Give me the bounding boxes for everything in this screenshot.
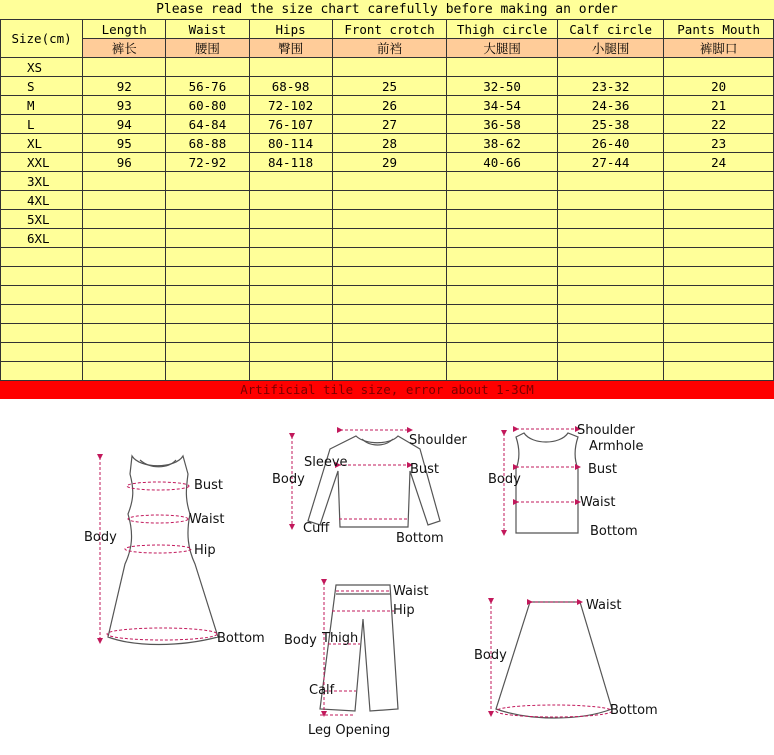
value-cell — [83, 286, 166, 305]
header-row-en — [1, 20, 774, 39]
size-cell — [1, 343, 83, 362]
shirt-body-label: Body — [272, 472, 305, 487]
size-cell: XL — [1, 134, 83, 153]
column-header-length: Length — [83, 20, 166, 39]
value-cell: 20 — [664, 77, 774, 96]
table-row — [1, 96, 774, 115]
value-cell — [447, 58, 558, 77]
note-bar: Artificial tile size, error about 1-3CM — [0, 381, 774, 399]
value-cell — [166, 324, 249, 343]
size-cell: XXL — [1, 153, 83, 172]
column-header-cn-pants-mouth: 裤脚口 — [664, 39, 774, 58]
value-cell: 27-44 — [557, 153, 664, 172]
value-cell: 96 — [83, 153, 166, 172]
value-cell — [166, 286, 249, 305]
value-cell: 25-38 — [557, 115, 664, 134]
value-cell — [664, 305, 774, 324]
value-cell — [557, 172, 664, 191]
value-cell — [249, 58, 332, 77]
value-cell — [447, 267, 558, 286]
size-table — [0, 19, 774, 381]
value-cell — [557, 191, 664, 210]
value-cell — [249, 286, 332, 305]
pants-hip-label: Hip — [393, 603, 415, 618]
value-cell: 34-54 — [447, 96, 558, 115]
value-cell — [249, 210, 332, 229]
column-header-pants-mouth: Pants Mouth — [664, 20, 774, 39]
value-cell — [249, 267, 332, 286]
value-cell — [557, 343, 664, 362]
table-row — [1, 210, 774, 229]
value-cell — [557, 210, 664, 229]
value-cell: 68-88 — [166, 134, 249, 153]
skirt-body-label: Body — [474, 648, 507, 663]
skirt-bottom-label: Bottom — [610, 703, 658, 718]
value-cell — [557, 229, 664, 248]
value-cell: 27 — [332, 115, 447, 134]
value-cell — [83, 343, 166, 362]
value-cell — [664, 191, 774, 210]
pants-leg-opening-label: Leg Opening — [308, 723, 391, 738]
value-cell — [664, 229, 774, 248]
value-cell: 60-80 — [166, 96, 249, 115]
value-cell — [332, 210, 447, 229]
value-cell — [249, 172, 332, 191]
value-cell: 92 — [83, 77, 166, 96]
dress-waist-label: Waist — [189, 512, 225, 527]
value-cell — [249, 362, 332, 381]
value-cell — [557, 305, 664, 324]
value-cell — [447, 248, 558, 267]
shirt-shoulder-label: Shoulder — [409, 433, 467, 448]
column-header-waist: Waist — [166, 20, 249, 39]
vest-diagram — [516, 433, 578, 533]
value-cell — [83, 58, 166, 77]
table-row — [1, 343, 774, 362]
value-cell — [332, 362, 447, 381]
value-cell — [83, 248, 166, 267]
value-cell — [447, 229, 558, 248]
value-cell — [664, 362, 774, 381]
value-cell: 24 — [664, 153, 774, 172]
dress-hip-label: Hip — [194, 543, 216, 558]
table-row — [1, 286, 774, 305]
value-cell: 76-107 — [249, 115, 332, 134]
dress-bust-label: Bust — [194, 478, 224, 493]
size-cell — [1, 305, 83, 324]
shirt-sleeve-label: Sleeve — [304, 455, 348, 470]
value-cell — [557, 267, 664, 286]
size-cell: 4XL — [1, 191, 83, 210]
value-cell — [249, 248, 332, 267]
value-cell: 23 — [664, 134, 774, 153]
value-cell — [83, 324, 166, 343]
table-row — [1, 267, 774, 286]
value-cell — [166, 58, 249, 77]
value-cell — [332, 267, 447, 286]
value-cell — [447, 172, 558, 191]
value-cell: 95 — [83, 134, 166, 153]
table-row — [1, 115, 774, 134]
value-cell — [557, 58, 664, 77]
size-cell — [1, 248, 83, 267]
vest-bust-label: Bust — [588, 462, 618, 477]
value-cell: 25 — [332, 77, 447, 96]
table-row — [1, 58, 774, 77]
column-header-hips: Hips — [249, 20, 332, 39]
value-cell — [664, 248, 774, 267]
column-header-cn-hips: 臀围 — [249, 39, 332, 58]
value-cell: 68-98 — [249, 77, 332, 96]
header-row-cn — [1, 39, 774, 58]
size-cell: 5XL — [1, 210, 83, 229]
pants-calf-label: Calf — [309, 683, 335, 698]
value-cell — [166, 248, 249, 267]
table-row — [1, 153, 774, 172]
vest-waist-label: Waist — [580, 495, 616, 510]
value-cell — [332, 248, 447, 267]
size-column-header: Size(cm) — [1, 20, 83, 58]
value-cell — [166, 305, 249, 324]
size-cell: M — [1, 96, 83, 115]
value-cell — [332, 286, 447, 305]
table-row — [1, 172, 774, 191]
value-cell: 40-66 — [447, 153, 558, 172]
value-cell — [557, 324, 664, 343]
pants-thigh-label: Thigh — [322, 631, 359, 646]
value-cell — [332, 305, 447, 324]
table-row — [1, 324, 774, 343]
value-cell — [166, 210, 249, 229]
value-cell — [166, 172, 249, 191]
value-cell — [83, 172, 166, 191]
value-cell — [664, 267, 774, 286]
value-cell — [166, 229, 249, 248]
dress-bottom-label: Bottom — [217, 631, 265, 646]
value-cell — [664, 343, 774, 362]
table-row — [1, 134, 774, 153]
value-cell — [166, 267, 249, 286]
table-row — [1, 229, 774, 248]
value-cell — [557, 248, 664, 267]
value-cell — [332, 172, 447, 191]
column-header-cn-front-crotch: 前裆 — [332, 39, 447, 58]
value-cell — [332, 58, 447, 77]
size-cell: 6XL — [1, 229, 83, 248]
column-header-front-crotch: Front crotch — [332, 20, 447, 39]
size-cell — [1, 267, 83, 286]
value-cell: 24-36 — [557, 96, 664, 115]
value-cell: 94 — [83, 115, 166, 134]
value-cell — [447, 191, 558, 210]
column-header-cn-length: 裤长 — [83, 39, 166, 58]
vest-body-label: Body — [488, 472, 521, 487]
table-row — [1, 77, 774, 96]
value-cell: 29 — [332, 153, 447, 172]
value-cell — [664, 58, 774, 77]
vest-shoulder-label: Shoulder — [577, 423, 635, 438]
size-cell: XS — [1, 58, 83, 77]
value-cell — [249, 191, 332, 210]
value-cell — [332, 343, 447, 362]
value-cell: 23-32 — [557, 77, 664, 96]
value-cell — [249, 229, 332, 248]
dress-body-label: Body — [84, 530, 117, 545]
value-cell — [332, 191, 447, 210]
size-cell — [1, 362, 83, 381]
value-cell: 80-114 — [249, 134, 332, 153]
value-cell — [166, 191, 249, 210]
value-cell — [557, 362, 664, 381]
value-cell — [83, 210, 166, 229]
value-cell — [664, 172, 774, 191]
value-cell: 22 — [664, 115, 774, 134]
column-header-calf-circle: Calf circle — [557, 20, 664, 39]
value-cell — [664, 210, 774, 229]
value-cell: 28 — [332, 134, 447, 153]
value-cell: 26 — [332, 96, 447, 115]
value-cell: 72-102 — [249, 96, 332, 115]
size-cell: L — [1, 115, 83, 134]
column-header-cn-thigh-circle: 大腿围 — [447, 39, 558, 58]
value-cell — [447, 210, 558, 229]
pants-waist-label: Waist — [393, 584, 429, 599]
value-cell — [447, 343, 558, 362]
table-row — [1, 362, 774, 381]
table-row — [1, 248, 774, 267]
value-cell — [447, 305, 558, 324]
value-cell: 84-118 — [249, 153, 332, 172]
size-cell — [1, 286, 83, 305]
vest-armhole-label: Armhole — [589, 439, 644, 454]
value-cell — [249, 343, 332, 362]
value-cell — [664, 286, 774, 305]
value-cell — [83, 267, 166, 286]
value-cell — [447, 286, 558, 305]
value-cell: 93 — [83, 96, 166, 115]
value-cell — [249, 305, 332, 324]
shirt-bottom-label: Bottom — [396, 531, 444, 546]
value-cell: 64-84 — [166, 115, 249, 134]
table-row — [1, 191, 774, 210]
value-cell — [249, 324, 332, 343]
size-cell: S — [1, 77, 83, 96]
column-header-cn-waist: 腰围 — [166, 39, 249, 58]
value-cell: 21 — [664, 96, 774, 115]
skirt-waist-label: Waist — [586, 598, 622, 613]
table-row — [1, 305, 774, 324]
value-cell — [447, 324, 558, 343]
value-cell: 32-50 — [447, 77, 558, 96]
column-header-thigh-circle: Thigh circle — [447, 20, 558, 39]
value-cell — [83, 229, 166, 248]
shirt-diagram — [308, 436, 440, 527]
value-cell — [332, 324, 447, 343]
size-cell: 3XL — [1, 172, 83, 191]
value-cell — [83, 191, 166, 210]
value-cell — [83, 305, 166, 324]
value-cell — [447, 362, 558, 381]
column-header-cn-calf-circle: 小腿围 — [557, 39, 664, 58]
value-cell — [557, 286, 664, 305]
pants-body-label: Body — [284, 633, 317, 648]
value-cell — [166, 343, 249, 362]
value-cell: 38-62 — [447, 134, 558, 153]
value-cell — [664, 324, 774, 343]
value-cell: 36-58 — [447, 115, 558, 134]
shirt-cuff-label: Cuff — [303, 521, 330, 536]
value-cell: 26-40 — [557, 134, 664, 153]
vest-bottom-label: Bottom — [590, 524, 638, 539]
measurement-diagrams — [0, 399, 774, 755]
skirt-diagram — [496, 602, 612, 718]
value-cell — [83, 362, 166, 381]
value-cell — [166, 362, 249, 381]
value-cell — [332, 229, 447, 248]
size-cell — [1, 324, 83, 343]
chart-title: Please read the size chart carefully before making an order — [0, 0, 774, 19]
shirt-bust-label: Bust — [410, 462, 440, 477]
value-cell: 72-92 — [166, 153, 249, 172]
value-cell: 56-76 — [166, 77, 249, 96]
